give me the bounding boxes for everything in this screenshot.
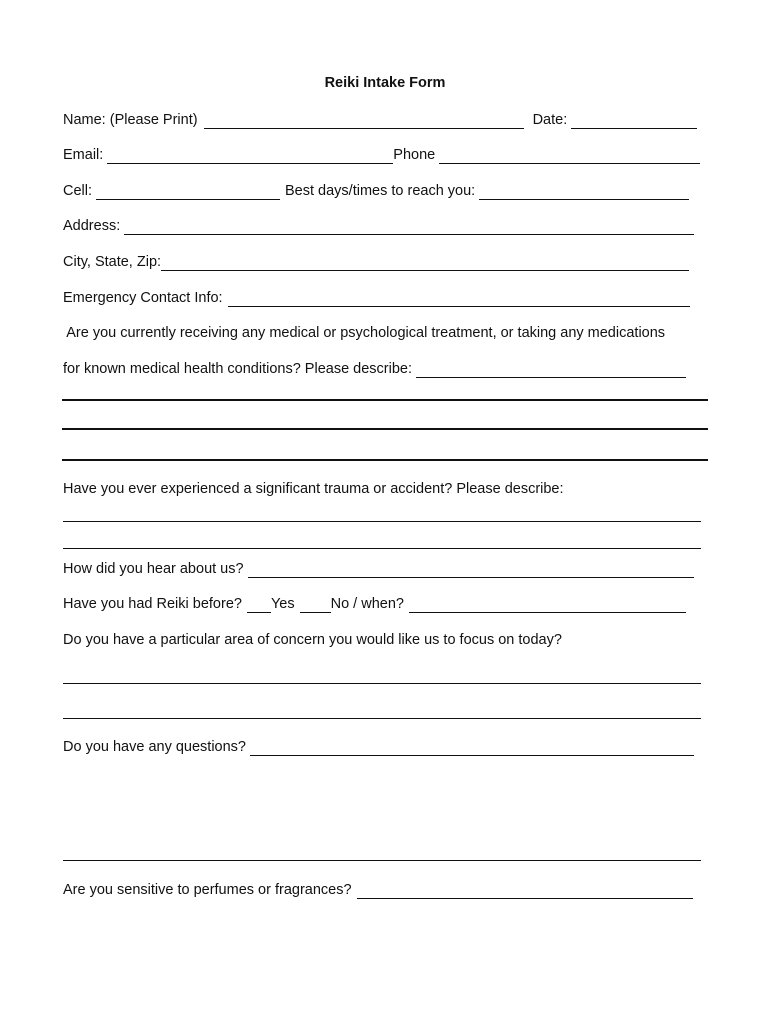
trauma-answer-line-1[interactable]	[63, 521, 701, 522]
address-row	[63, 217, 694, 235]
reiki-row	[63, 595, 686, 613]
questions-row	[63, 738, 694, 756]
emergency-field[interactable]	[228, 292, 690, 307]
questions-field[interactable]	[250, 741, 694, 756]
medical-question-line1	[63, 324, 665, 342]
name-date-row	[63, 111, 697, 129]
form-title: Reiki Intake Form	[324, 75, 446, 91]
date-field[interactable]	[571, 114, 697, 129]
address-field[interactable]	[124, 220, 694, 235]
city-row	[63, 253, 689, 271]
phone-field[interactable]	[439, 149, 700, 164]
reiki-yes-label: Yes	[270, 596, 295, 612]
hear-question-text: How did you hear about us?	[63, 561, 244, 577]
concern-question-text: Do you have a particular area of concern you would like us to focus on today?	[63, 632, 562, 648]
medical-question-text1: Are you currently receiving any medical or psychological treatment, or taking any medications	[63, 325, 666, 341]
perfume-row	[63, 881, 693, 899]
cell-label: Cell:	[63, 183, 93, 199]
email-label: Email:	[63, 147, 104, 163]
concern-answer-line-1[interactable]	[63, 683, 701, 684]
cell-field[interactable]	[96, 185, 280, 200]
medical-answer-line-3[interactable]	[62, 459, 708, 461]
reiki-when-field[interactable]	[409, 598, 686, 613]
city-label: City, State, Zip:	[63, 254, 162, 270]
address-label: Address:	[63, 218, 121, 234]
name-field[interactable]	[204, 114, 524, 129]
name-label: Name: (Please Print)	[63, 112, 198, 128]
medical-answer-line-2[interactable]	[62, 428, 708, 430]
emergency-row	[63, 289, 690, 307]
hear-field[interactable]	[248, 563, 694, 578]
emergency-label: Emergency Contact Info:	[63, 290, 223, 306]
hear-row	[63, 560, 694, 578]
medical-question-text2: for known medical health conditions? Please describe:	[63, 361, 413, 377]
reiki-no-when-label: No / when?	[330, 596, 404, 612]
email-phone-row	[63, 146, 700, 164]
phone-label: Phone	[393, 147, 436, 163]
best-times-label: Best days/times to reach you:	[285, 183, 476, 199]
perfume-field[interactable]	[357, 884, 693, 899]
medical-answer-line-1[interactable]	[62, 399, 708, 401]
medical-field[interactable]	[416, 363, 686, 378]
questions-answer-line[interactable]	[63, 860, 701, 861]
cell-row	[63, 182, 689, 200]
concern-question	[63, 631, 562, 649]
reiki-no-blank[interactable]	[300, 598, 331, 613]
trauma-question-text: Have you ever experienced a significant trauma or accident? Please describe:	[63, 481, 564, 497]
best-times-field[interactable]	[479, 185, 689, 200]
date-label: Date:	[532, 112, 568, 128]
trauma-question	[63, 480, 564, 498]
perfume-question-text: Are you sensitive to perfumes or fragrances?	[63, 882, 352, 898]
trauma-answer-line-2[interactable]	[63, 548, 701, 549]
medical-question-line2	[63, 360, 686, 378]
city-field[interactable]	[161, 256, 689, 271]
concern-answer-line-2[interactable]	[63, 718, 701, 719]
email-field[interactable]	[107, 149, 393, 164]
questions-question-text: Do you have any questions?	[63, 739, 246, 755]
reiki-yes-blank[interactable]	[247, 598, 271, 613]
reiki-question-text: Have you had Reiki before?	[63, 596, 242, 612]
